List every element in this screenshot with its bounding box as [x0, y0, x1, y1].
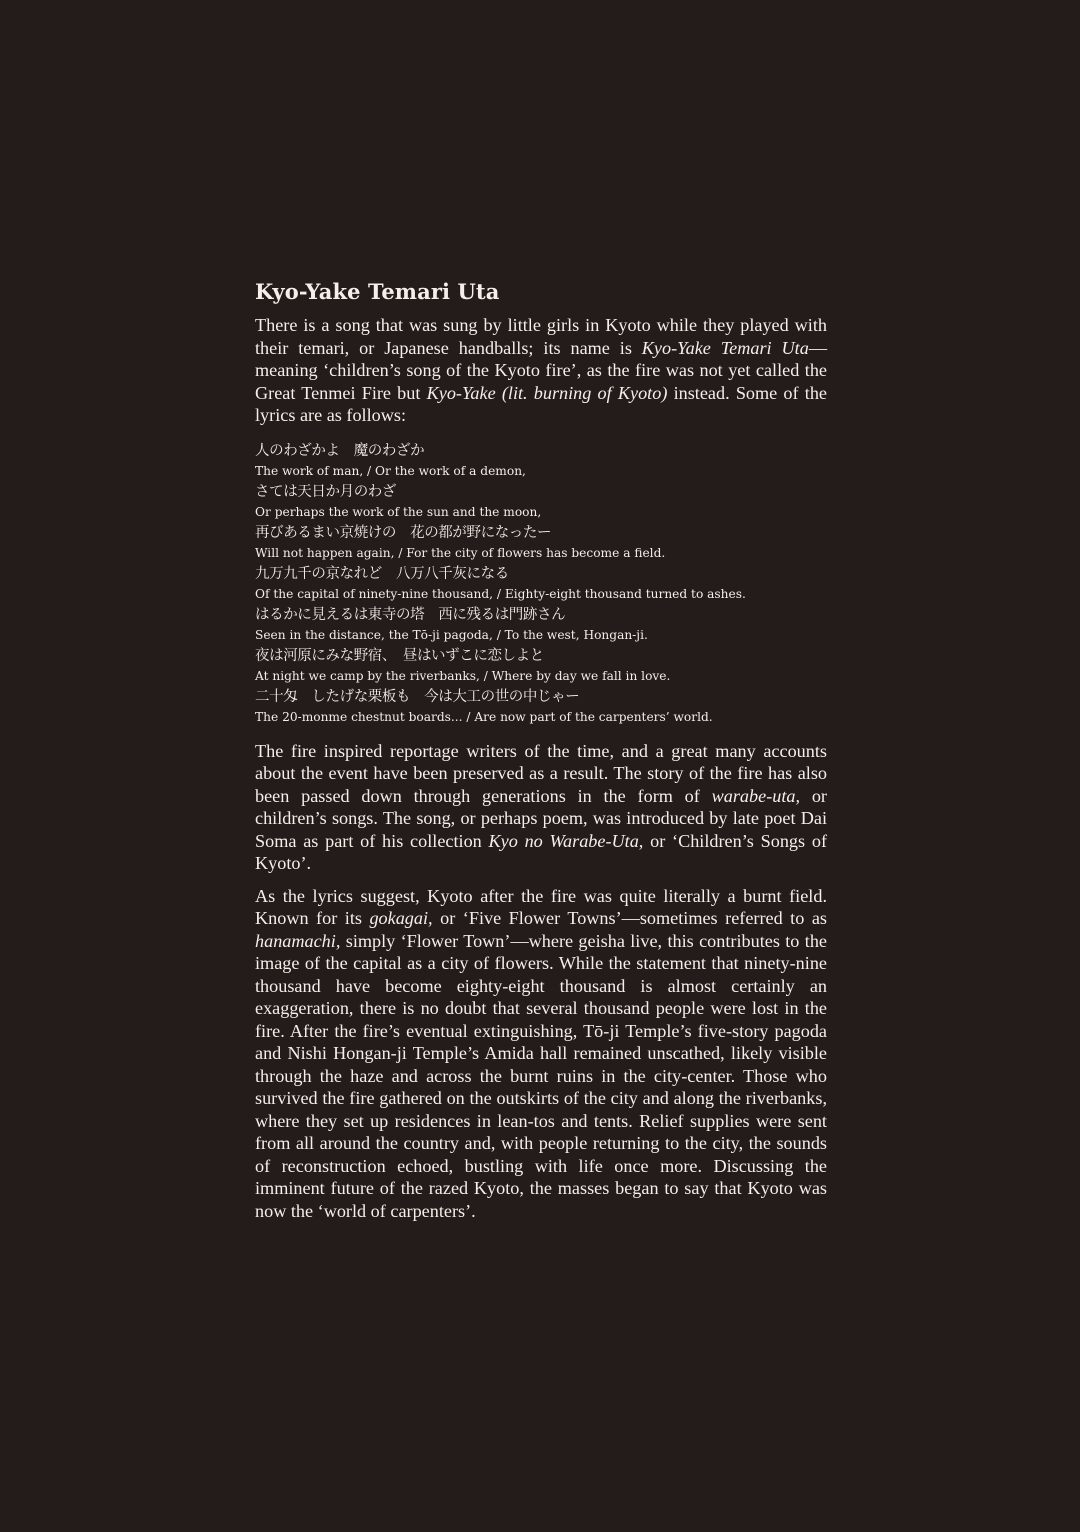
lyric-japanese: 人のわざかよ 魔のわざか [255, 442, 425, 459]
lyric-japanese: はるかに見えるは東寺の塔 西に残るは門跡さん [255, 606, 566, 623]
article-title: Kyo-Yake Temari Uta [255, 279, 500, 304]
intro-paragraph [255, 314, 827, 427]
lyric-japanese: 夜は河原にみな野宿、 昼はいずこに恋しよと [255, 647, 544, 664]
body3-text-b: or ‘Five Flower Towns’—sometimes referred to as [432, 908, 827, 928]
collection-title-italic: Kyo no Warabe-Uta, [488, 830, 644, 851]
gokagai-italic: gokagai, [369, 908, 433, 928]
article [255, 278, 827, 1222]
lyric-japanese: 九万九千の京なれど 八万八千灰になる [255, 565, 509, 582]
warabe-uta-italic: warabe-uta, [711, 785, 801, 806]
lyrics-block [255, 441, 827, 728]
body3-text-c: simply ‘Flower Town’—where geisha live, this contributes to the image of the capital as a city of flowers. While the statement that ninety-nine thousand have become eighty-eight thousand is almost certainly an exaggeration, there is no doubt that several thousand people were lost in the fire. After the fire’s eventual extinguishing, Tō-ji Temple’s five-story pagoda and Nishi Hongan-ji Temple’s Amida hall remained unscathed, likely visible through the haze and across the burnt ruins in the city-center. Those who survived the fire gathered on the outskirts of the city and along the riverbanks, where they set up residences in lean-tos and tents. Relief supplies were sent from all around the country and, with people returning to the city, the sounds of reconstruction echoed, bustling with life once more. Discussing the imminent future of the razed Kyoto, the masses began to say that Kyoto was now the ‘world of carpenters’. [255, 930, 827, 1221]
lyric-english: Seen in the distance, the Tō-ji pagoda, / To the west, Hongan-ji. [255, 627, 648, 642]
body2-text-c: or ‘Children’s Songs of Kyoto’. [255, 830, 828, 873]
hanamachi-italic: hanamachi, [255, 930, 341, 951]
lyric-english: Will not happen again, / For the city of flowers has become a field. [255, 545, 666, 560]
body2-text-b: or children’s songs. The song, or perhaps poem, was introduced by late poet Dai Soma as part of his collection [255, 785, 827, 851]
intro-text-2: —meaning ‘children’s song of the Kyoto fire’, as the fire was not yet called the Great Tenmei Fire but [255, 337, 827, 403]
body2-text-a: The fire inspired reportage writers of the time, and a great many accounts about the event have been preserved as a result. The story of the fire has also been passed down through generations in the form of [255, 740, 827, 806]
body3-text-a: As the lyrics suggest, Kyoto after the fire was quite literally a burnt field. Known for its [255, 885, 827, 928]
lyric-japanese: 二十匁 したげな栗板も 今は大工の世の中じゃー [255, 688, 580, 705]
song-title-italic: Kyo-Yake Temari Uta [641, 337, 809, 358]
body-paragraph-2 [255, 740, 827, 875]
kyo-yake-italic: Kyo-Yake (lit. burning of Kyoto) [426, 382, 668, 403]
lyric-english: Of the capital of ninety-nine thousand, / Eighty-eight thousand turned to ashes. [255, 586, 746, 601]
lyric-english: The 20-monme chestnut boards... / Are now part of the carpenters’ world. [255, 709, 713, 724]
intro-text-1: There is a song that was sung by little girls in Kyoto while they played with their temari, or Japanese handballs; its name is [255, 315, 827, 358]
lyric-japanese: 再びあるまい京焼けの 花の都が野になったー [255, 524, 552, 541]
body-paragraph-3 [255, 885, 827, 1223]
lyric-english: The work of man, / Or the work of a demon, [255, 463, 526, 478]
lyric-english: At night we camp by the riverbanks, / Where by day we fall in love. [255, 668, 671, 683]
lyric-english: Or perhaps the work of the sun and the moon, [255, 504, 542, 519]
intro-text-3: instead. Some of the lyrics are as follows: [255, 382, 827, 425]
lyric-japanese: さては天日か月のわざ [255, 483, 396, 500]
